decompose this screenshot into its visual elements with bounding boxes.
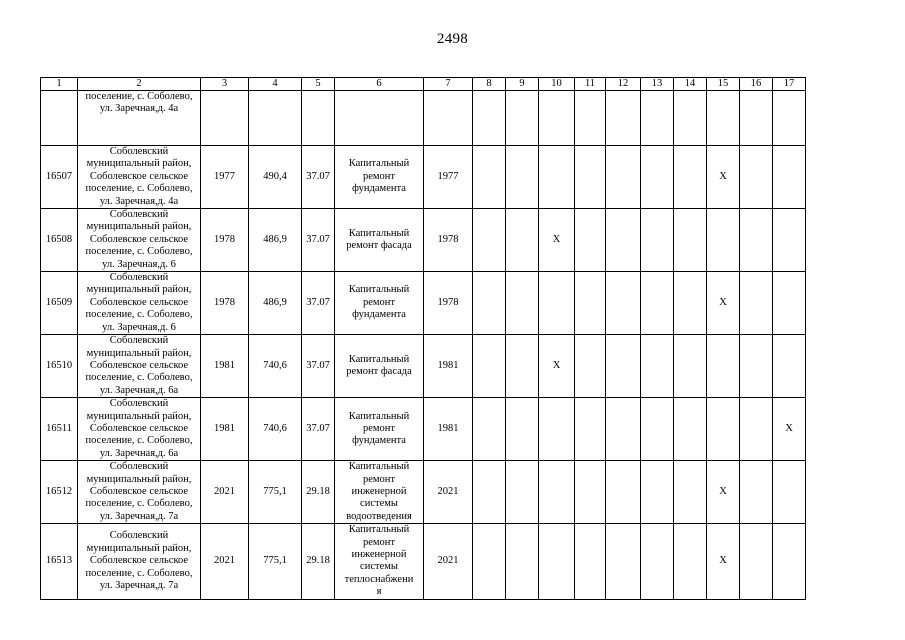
address-line: Соболевский (109, 530, 169, 542)
empty-cell (473, 91, 506, 146)
planned-year-cell: 1978 (424, 272, 473, 335)
address-line: поселение, с. Соболево, (85, 246, 193, 258)
table-row (41, 209, 806, 272)
address-line: поселение, с. Соболево, (85, 498, 193, 510)
empty-cell (674, 91, 707, 146)
column-number-cell: 2 (78, 78, 201, 91)
work-type-cell (335, 209, 424, 272)
share-cell: 37.07 (302, 209, 335, 272)
address-line: ул. Заречная,д. 6а (99, 384, 179, 396)
empty-cell (606, 209, 641, 272)
empty-cell (773, 209, 806, 272)
address-line: Соболевский (109, 146, 169, 157)
address-cell (78, 272, 201, 335)
row-id-cell: 16508 (41, 209, 78, 272)
work-type-line: Капитальный (348, 227, 410, 239)
empty-cell (575, 209, 606, 272)
empty-cell (575, 461, 606, 524)
work-type-line: ремонт (362, 296, 395, 308)
empty-cell (740, 461, 773, 524)
empty-cell (506, 91, 539, 146)
address-line: Соболевское сельское (89, 422, 189, 434)
empty-cell (606, 524, 641, 599)
row-id-cell: 16512 (41, 461, 78, 524)
empty-cell (641, 209, 674, 272)
work-type-line: фундамента (352, 309, 406, 321)
address-cell (78, 524, 201, 599)
empty-cell (641, 461, 674, 524)
area-cell: 775,1 (249, 524, 302, 599)
mark-cell: X (707, 272, 740, 335)
work-type-line: я (376, 586, 382, 598)
empty-cell (575, 146, 606, 209)
empty-cell (707, 398, 740, 461)
mark-cell: X (539, 335, 575, 398)
address-line: муниципальный район, (86, 284, 192, 296)
empty-cell (575, 335, 606, 398)
address-line: ул. Заречная,д. 4а (99, 103, 179, 115)
table-row (41, 146, 806, 209)
address-line: Соболевское сельское (89, 170, 189, 182)
empty-cell (539, 524, 575, 599)
column-number-cell: 5 (302, 78, 335, 91)
area-cell: 775,1 (249, 461, 302, 524)
work-type-line: системы (360, 561, 398, 573)
area-cell: 740,6 (249, 398, 302, 461)
planned-year-cell: 1978 (424, 209, 473, 272)
row-id-cell: 16513 (41, 524, 78, 599)
empty-cell (506, 461, 539, 524)
address-line: Соболевское сельское (89, 233, 189, 245)
mark-cell: X (707, 461, 740, 524)
share-cell: 37.07 (302, 398, 335, 461)
work-type-line: ремонт (362, 170, 395, 182)
column-number-cell: 17 (773, 78, 806, 91)
empty-cell (539, 91, 575, 146)
empty-cell (506, 335, 539, 398)
empty-cell (773, 335, 806, 398)
work-type-cell (335, 146, 424, 209)
column-number-cell: 16 (740, 78, 773, 91)
address-line: Соболевский (109, 461, 169, 473)
empty-cell (335, 91, 424, 146)
column-number-cell: 8 (473, 78, 506, 91)
address-line: поселение, с. Соболево, (85, 372, 193, 384)
work-type-line: Капитальный (348, 353, 410, 365)
mark-cell: X (707, 524, 740, 599)
column-number-cell: 10 (539, 78, 575, 91)
address-line: Соболевское сельское (89, 296, 189, 308)
empty-cell (506, 209, 539, 272)
work-type-line: ремонт фасада (346, 240, 412, 252)
work-type-line: системы (360, 498, 398, 510)
address-line: ул. Заречная,д. 7а (99, 510, 179, 522)
table-row (41, 272, 806, 335)
empty-cell (539, 461, 575, 524)
empty-cell (506, 272, 539, 335)
year-built-cell: 1978 (201, 272, 249, 335)
mark-cell: X (539, 209, 575, 272)
work-type-line: инженерной (351, 485, 407, 497)
work-type-line: Капитальный (348, 410, 410, 422)
year-built-cell: 1981 (201, 398, 249, 461)
empty-cell (674, 209, 707, 272)
empty-cell (249, 91, 302, 146)
empty-cell (707, 335, 740, 398)
address-line: поселение, с. Соболево, (85, 309, 193, 321)
address-cell (78, 146, 201, 209)
table-row (41, 524, 806, 599)
empty-cell (473, 398, 506, 461)
empty-cell (575, 91, 606, 146)
address-line: Соболевское сельское (89, 485, 189, 497)
column-number-cell: 7 (424, 78, 473, 91)
mark-cell: X (707, 146, 740, 209)
address-line: поселение, с. Соболево, (85, 567, 193, 579)
area-cell: 486,9 (249, 272, 302, 335)
address-cell (78, 335, 201, 398)
row-id-cell: 16507 (41, 146, 78, 209)
address-cell (78, 91, 201, 146)
empty-cell (506, 524, 539, 599)
year-built-cell: 1981 (201, 335, 249, 398)
empty-cell (473, 272, 506, 335)
address-cell (78, 209, 201, 272)
table-row (41, 398, 806, 461)
continuation-row (41, 91, 806, 146)
page-number: 2498 (436, 31, 469, 47)
address-line: поселение, с. Соболево, (85, 91, 193, 102)
address-line: ул. Заречная,д. 6 (102, 321, 176, 333)
empty-cell (606, 272, 641, 335)
work-type-cell (335, 524, 424, 599)
address-line: поселение, с. Соболево, (85, 435, 193, 447)
address-line: Соболевский (109, 335, 169, 347)
empty-cell (302, 91, 335, 146)
planned-year-cell: 1977 (424, 146, 473, 209)
empty-cell (506, 146, 539, 209)
empty-cell (773, 461, 806, 524)
empty-cell (575, 524, 606, 599)
empty-cell (641, 335, 674, 398)
work-type-cell (335, 272, 424, 335)
work-type-line: Капитальный (348, 158, 410, 170)
column-number-cell: 15 (707, 78, 740, 91)
empty-cell (773, 91, 806, 146)
work-type-cell (335, 461, 424, 524)
planned-year-cell: 2021 (424, 524, 473, 599)
empty-cell (641, 91, 674, 146)
register-table (40, 77, 806, 600)
address-line: Соболевский (109, 272, 169, 284)
address-line: муниципальный район, (86, 473, 192, 485)
work-type-line: Капитальный (348, 524, 410, 536)
mark-cell: X (773, 398, 806, 461)
empty-cell (539, 272, 575, 335)
empty-cell (506, 398, 539, 461)
empty-cell (641, 524, 674, 599)
address-line: муниципальный район, (86, 158, 192, 170)
column-number-cell: 4 (249, 78, 302, 91)
area-cell: 490,4 (249, 146, 302, 209)
address-line: Соболевское сельское (89, 555, 189, 567)
empty-cell (740, 524, 773, 599)
address-line: муниципальный район, (86, 221, 192, 233)
address-line: ул. Заречная,д. 6а (99, 447, 179, 459)
column-number-row (41, 78, 806, 91)
empty-cell (740, 272, 773, 335)
table-row (41, 335, 806, 398)
column-number-cell: 14 (674, 78, 707, 91)
empty-cell (674, 398, 707, 461)
work-type-line: Капитальный (348, 461, 410, 473)
empty-cell (424, 91, 473, 146)
empty-cell (575, 272, 606, 335)
empty-cell (674, 146, 707, 209)
row-id-cell: 16509 (41, 272, 78, 335)
empty-cell (674, 524, 707, 599)
year-built-cell: 1977 (201, 146, 249, 209)
empty-cell (773, 272, 806, 335)
share-cell: 37.07 (302, 146, 335, 209)
empty-cell (201, 91, 249, 146)
empty-cell (473, 335, 506, 398)
empty-cell (606, 335, 641, 398)
work-type-cell (335, 335, 424, 398)
column-number-cell: 9 (506, 78, 539, 91)
planned-year-cell: 2021 (424, 461, 473, 524)
table-row (41, 461, 806, 524)
address-line: муниципальный район, (86, 542, 192, 554)
empty-cell (41, 91, 78, 146)
share-cell: 29.18 (302, 524, 335, 599)
address-line: Соболевское сельское (89, 359, 189, 371)
address-line: ул. Заречная,д. 4а (99, 195, 179, 207)
empty-cell (707, 91, 740, 146)
work-type-line: водоотведения (346, 510, 412, 522)
empty-cell (707, 209, 740, 272)
column-number-cell: 3 (201, 78, 249, 91)
planned-year-cell: 1981 (424, 335, 473, 398)
empty-cell (606, 146, 641, 209)
empty-cell (740, 335, 773, 398)
address-cell (78, 461, 201, 524)
year-built-cell: 1978 (201, 209, 249, 272)
empty-cell (641, 272, 674, 335)
address-line: муниципальный район, (86, 347, 192, 359)
work-type-line: фундамента (352, 435, 406, 447)
row-id-cell: 16511 (41, 398, 78, 461)
work-type-line: Капитальный (348, 284, 410, 296)
share-cell: 37.07 (302, 272, 335, 335)
planned-year-cell: 1981 (424, 398, 473, 461)
work-type-line: ремонт (362, 536, 395, 548)
work-type-line: фундамента (352, 183, 406, 195)
area-cell: 740,6 (249, 335, 302, 398)
empty-cell (473, 461, 506, 524)
address-line: ул. Заречная,д. 6 (102, 258, 176, 270)
empty-cell (473, 146, 506, 209)
empty-cell (473, 209, 506, 272)
table-body (41, 78, 806, 600)
work-type-line: ремонт фасада (346, 366, 412, 378)
empty-cell (740, 91, 773, 146)
empty-cell (606, 91, 641, 146)
empty-cell (575, 398, 606, 461)
column-number-cell: 1 (41, 78, 78, 91)
empty-cell (674, 461, 707, 524)
work-type-line: ремонт (362, 422, 395, 434)
empty-cell (674, 335, 707, 398)
empty-cell (773, 524, 806, 599)
year-built-cell: 2021 (201, 524, 249, 599)
work-type-line: ремонт (362, 473, 395, 485)
empty-cell (641, 146, 674, 209)
work-type-line: инженерной (351, 549, 407, 560)
address-line: Соболевский (109, 398, 169, 410)
row-id-cell: 16510 (41, 335, 78, 398)
column-number-cell: 12 (606, 78, 641, 91)
work-type-line: теплоснабжени (344, 573, 414, 585)
column-number-cell: 13 (641, 78, 674, 91)
share-cell: 29.18 (302, 461, 335, 524)
year-built-cell: 2021 (201, 461, 249, 524)
address-line: муниципальный район, (86, 410, 192, 422)
empty-cell (473, 524, 506, 599)
column-number-cell: 6 (335, 78, 424, 91)
area-cell: 486,9 (249, 209, 302, 272)
empty-cell (773, 146, 806, 209)
empty-cell (674, 272, 707, 335)
empty-cell (606, 461, 641, 524)
empty-cell (539, 146, 575, 209)
address-cell (78, 398, 201, 461)
empty-cell (740, 398, 773, 461)
share-cell: 37.07 (302, 335, 335, 398)
column-number-cell: 11 (575, 78, 606, 91)
address-line: ул. Заречная,д. 7а (99, 580, 179, 592)
work-type-cell (335, 398, 424, 461)
address-line: поселение, с. Соболево, (85, 183, 193, 195)
empty-cell (740, 146, 773, 209)
empty-cell (539, 398, 575, 461)
address-line: Соболевский (109, 209, 169, 221)
empty-cell (606, 398, 641, 461)
empty-cell (641, 398, 674, 461)
empty-cell (740, 209, 773, 272)
